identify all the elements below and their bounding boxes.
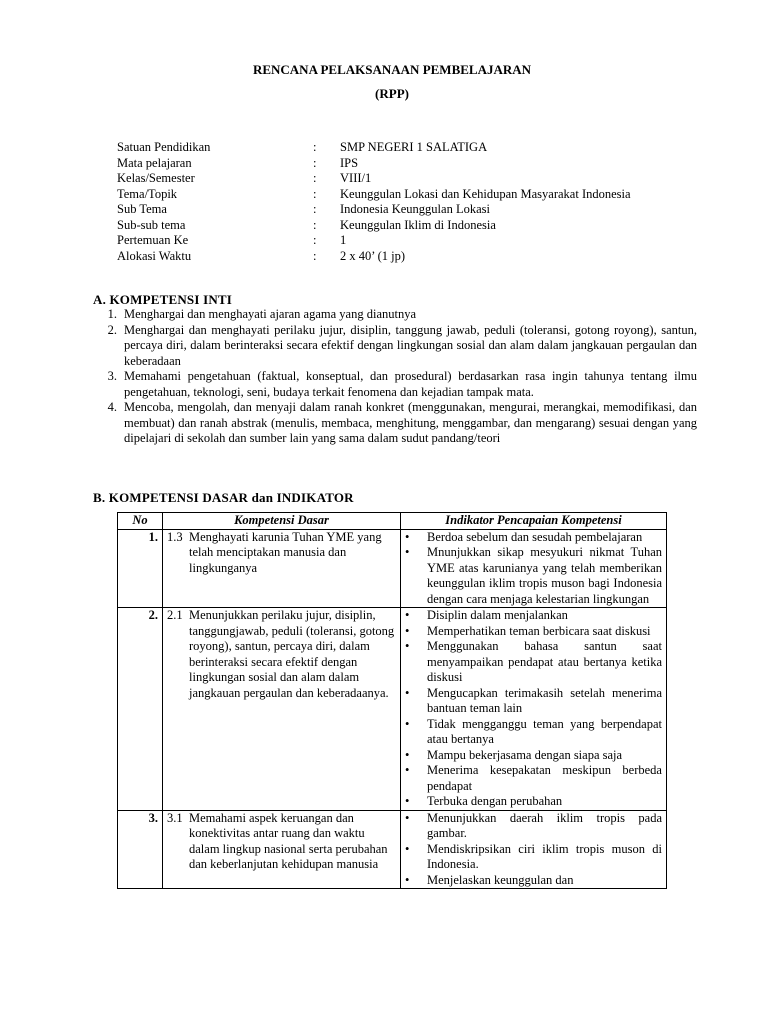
bullet-icon: • xyxy=(405,608,410,622)
identity-value: 1 xyxy=(340,233,347,247)
list-item xyxy=(100,323,697,370)
indicator-item xyxy=(405,794,662,810)
list-item-text: Mencoba, mengolah, dan menyaji dalam ranah konkret (menggunakan, mengurai, merangkai, memodifikasi, dan membuat) dan ranah abstrak (menulis, membaca, menghitung, menggambar, dan mengarang) sesuai dengan yang dipelajari di sekolah dan sumber lain yang sama dalam sudut pandang/teori xyxy=(124,400,697,445)
kd-text: Menunjukkan perilaku jujur, disiplin, tanggungjawab, peduli (toleransi, gotong royong), santun, percaya diri, dalam berinteraksi secara efektif dengan lingkungan sosial dan alam dalam jangkauan pergaulan dan keberadaanya. xyxy=(189,608,395,700)
identity-value: VIII/1 xyxy=(340,171,372,185)
indicator-item xyxy=(405,717,662,748)
indicator-text: Berdoa sebelum dan sesudah pembelajaran xyxy=(427,529,643,544)
identity-block xyxy=(117,140,677,264)
indicator-item xyxy=(405,842,662,873)
indicator-text: Menggunakan bahasa santun saat menyampaikan pendapat atau bertanya ketika diskusi xyxy=(427,639,662,684)
identity-label: Mata pelajaran xyxy=(117,155,192,170)
bullet-icon: • xyxy=(405,763,410,777)
identity-colon: : xyxy=(313,248,317,263)
identity-label: Alokasi Waktu xyxy=(117,248,192,263)
row-number: 2. xyxy=(118,608,163,811)
indicator-item xyxy=(405,608,662,624)
bullet-icon: • xyxy=(405,841,410,856)
table-row xyxy=(118,810,667,889)
identity-value: Keunggulan Iklim di Indonesia xyxy=(340,217,496,232)
kd-text: Memahami aspek keruangan dan konektivitas antar ruang dan waktu dalam lingkup nasional serta perubahan dan keberlanjutan kehidupan manusia xyxy=(189,810,388,871)
identity-label: Satuan Pendidikan xyxy=(117,140,211,154)
list-item-text: Menghargai dan menghayati perilaku jujur, disiplin, tanggung jawab, peduli (toleransi, gotong royong), santun, percaya diri, dalam berinteraksi secara efektif dengan lingkungan sosial dan alam dalam jangkauan pergaulan dan keberadaan xyxy=(124,322,697,368)
identity-value: Keunggulan Lokasi dan Kehidupan Masyarakat Indonesia xyxy=(340,186,631,201)
column-header-no: No xyxy=(118,513,163,530)
kompetensi-dasar xyxy=(167,608,396,701)
list-item-number: 2. xyxy=(107,322,117,337)
list-item xyxy=(100,400,697,447)
bullet-icon: • xyxy=(405,872,410,887)
identity-colon: : xyxy=(313,233,317,247)
bullet-icon: • xyxy=(405,747,410,762)
kompetensi-dasar-cell xyxy=(163,529,401,608)
indicator-text: Mengucapkan terimakasih setelah menerima bantuan teman lain xyxy=(427,685,662,715)
identity-row xyxy=(117,249,677,265)
table-header-row xyxy=(118,513,667,530)
indicator-text: Mendiskripsikan ciri iklim tropis muson di Indonesia. xyxy=(427,841,662,871)
indicator-item xyxy=(405,639,662,686)
indicator-item xyxy=(405,763,662,794)
indikator-cell xyxy=(401,810,667,889)
kompetensi-dasar xyxy=(167,530,396,577)
column-header-indikator: Indikator Pencapaian Kompetensi xyxy=(401,513,667,530)
identity-colon: : xyxy=(313,186,317,201)
identity-row xyxy=(117,171,677,187)
indicator-text: Menerima kesepakatan meskipun berbeda pendapat xyxy=(427,763,662,793)
indicator-text: Memperhatikan teman berbicara saat diskusi xyxy=(427,623,651,638)
indicator-text: Menjelaskan keunggulan dan xyxy=(427,872,574,887)
kompetensi-dasar-cell xyxy=(163,608,401,811)
kd-text: Menghayati karunia Tuhan YME yang telah menciptakan manusia dan lingkunganya xyxy=(189,529,382,575)
identity-value: 2 x 40’ (1 jp) xyxy=(340,248,406,263)
indicator-list xyxy=(405,811,662,889)
indicator-list xyxy=(405,608,662,810)
kd-number: 1.3 xyxy=(167,529,183,544)
identity-label: Pertemuan Ke xyxy=(117,233,189,247)
identity-row xyxy=(117,202,677,218)
indicator-text: Tidak mengganggu teman yang berpendapat atau bertanya xyxy=(427,716,662,746)
kompetensi-dasar xyxy=(167,811,396,873)
kompetensi-table xyxy=(117,512,667,889)
list-item-number: 4. xyxy=(107,400,117,414)
identity-row xyxy=(117,218,677,234)
identity-colon: : xyxy=(313,171,317,185)
indicator-text: Mnunjukkan sikap mesyukuri nikmat Tuhan YME atas karunianya yang telah memberikan keunggulan iklim tropis muson bagi Indonesia dengan cara menjaga kelestarian lingkungan xyxy=(427,545,662,606)
identity-colon: : xyxy=(313,217,317,232)
identity-value: IPS xyxy=(340,155,359,170)
list-item-number: 1. xyxy=(107,307,117,321)
row-number: 1. xyxy=(118,529,163,608)
identity-colon: : xyxy=(313,140,317,154)
indicator-text: Mampu bekerjasama dengan siapa saja xyxy=(427,747,623,762)
kompetensi-dasar-cell xyxy=(163,810,401,889)
table-row xyxy=(118,608,667,811)
bullet-icon: • xyxy=(405,716,410,731)
document-subtitle: (RPP) xyxy=(375,86,409,101)
identity-label: Sub-sub tema xyxy=(117,217,186,232)
identity-colon: : xyxy=(313,202,317,216)
section-b-heading: B. KOMPETENSI DASAR dan INDIKATOR xyxy=(93,490,354,505)
bullet-icon: • xyxy=(405,794,410,808)
indicator-text: Menunjukkan daerah iklim tropis pada gambar. xyxy=(427,810,662,840)
list-item-number: 3. xyxy=(107,369,117,383)
indikator-cell xyxy=(401,608,667,811)
row-number: 3. xyxy=(118,810,163,889)
bullet-icon: • xyxy=(405,810,410,825)
identity-label: Tema/Topik xyxy=(117,186,178,201)
list-item xyxy=(100,307,697,323)
identity-row xyxy=(117,187,677,203)
indicator-item xyxy=(405,624,662,640)
indicator-item xyxy=(405,811,662,842)
column-header-kompetensi-dasar: Kompetensi Dasar xyxy=(163,513,401,530)
indicator-item xyxy=(405,686,662,717)
indicator-text: Terbuka dengan perubahan xyxy=(427,794,563,808)
bullet-icon: • xyxy=(405,623,410,638)
bullet-icon: • xyxy=(405,545,410,559)
list-item xyxy=(100,369,697,400)
identity-colon: : xyxy=(313,155,317,170)
indicator-item xyxy=(405,873,662,889)
indikator-cell xyxy=(401,529,667,608)
indicator-text: Disiplin dalam menjalankan xyxy=(427,608,568,622)
bullet-icon: • xyxy=(405,639,410,653)
identity-row xyxy=(117,233,677,249)
identity-label: Kelas/Semester xyxy=(117,171,195,185)
identity-row xyxy=(117,156,677,172)
list-item-text: Menghargai dan menghayati ajaran agama yang dianutnya xyxy=(124,307,417,321)
list-item-text: Memahami pengetahuan (faktual, konseptual, dan prosedural) berdasarkan rasa ingin tahunya tentang ilmu pengetahuan, teknologi, seni, budaya terkait fenomena dan kejadian tampak mata. xyxy=(124,369,697,399)
identity-row xyxy=(117,140,677,156)
bullet-icon: • xyxy=(405,685,410,700)
indicator-item xyxy=(405,545,662,607)
bullet-icon: • xyxy=(405,529,410,544)
kd-number: 3.1 xyxy=(167,810,183,825)
indicator-item xyxy=(405,530,662,546)
identity-value: Indonesia Keunggulan Lokasi xyxy=(340,202,490,216)
indicator-item xyxy=(405,748,662,764)
kompetensi-inti-list xyxy=(100,307,697,447)
table-row xyxy=(118,529,667,608)
section-a-heading: A. KOMPETENSI INTI xyxy=(93,292,233,307)
identity-label: Sub Tema xyxy=(117,202,167,216)
kd-number: 2.1 xyxy=(167,608,183,622)
identity-value: SMP NEGERI 1 SALATIGA xyxy=(340,140,488,154)
indicator-list xyxy=(405,530,662,608)
document-title: RENCANA PELAKSANAAN PEMBELAJARAN xyxy=(252,62,532,77)
